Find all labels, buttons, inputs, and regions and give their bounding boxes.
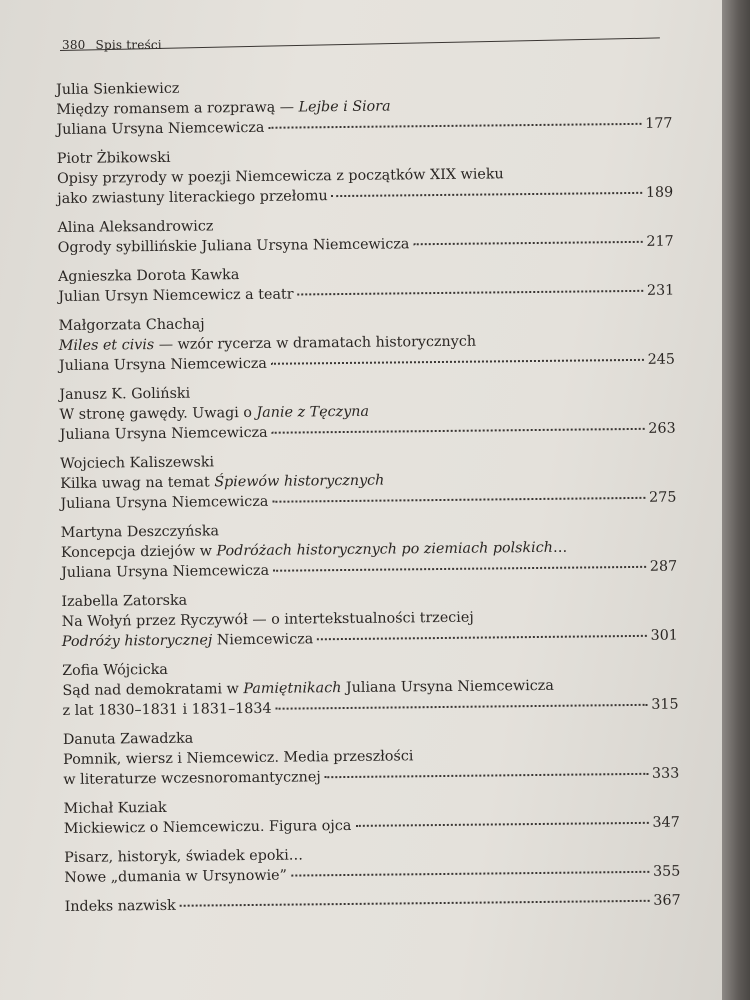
toc-author: Michał Kuziak xyxy=(63,799,167,817)
toc-title-segment: Niemcewicza xyxy=(212,631,314,649)
toc-title-italic: Miles et civis xyxy=(58,336,155,354)
toc-title-segment: Nowe „dumania w Ursynowie” xyxy=(64,867,287,886)
toc-author: Janusz K. Goliński xyxy=(59,385,191,403)
toc-entry xyxy=(62,655,679,721)
toc-title-segment: Pomnik, wiersz i Niemcewicz. Media przeszłości xyxy=(63,748,414,768)
dot-leader xyxy=(291,871,649,877)
toc-page-number: 347 xyxy=(652,814,680,831)
dot-leader xyxy=(332,192,642,197)
toc-title-segment: Juliana Ursyna Niemcewicza xyxy=(59,424,268,443)
toc-title-text xyxy=(64,816,352,839)
toc-author: Agnieszka Dorota Kawka xyxy=(57,267,240,285)
toc-page-number: 333 xyxy=(651,765,680,782)
toc-title-segment: Indeks nazwisk xyxy=(64,897,176,915)
toc-title-segment: Juliana Ursyna Niemcewicza xyxy=(58,355,267,374)
page-edge xyxy=(722,0,750,1000)
toc-title-text xyxy=(60,492,268,514)
toc-entry xyxy=(64,793,680,839)
toc-title-italic: Śpiewów historycznych xyxy=(214,472,385,491)
dot-leader xyxy=(268,123,641,129)
toc-page-number: 301 xyxy=(650,627,678,644)
toc-title-italic: Janie z Tęczyna xyxy=(256,403,370,421)
toc-title-segment: … xyxy=(552,539,568,556)
toc-title-text xyxy=(59,402,369,425)
toc-title-segment: w literaturze wczesnoromantycznej xyxy=(63,769,321,788)
dot-leader xyxy=(180,900,650,907)
dot-leader xyxy=(325,773,648,778)
toc-page-number: 217 xyxy=(646,233,674,250)
toc-title-segment: Kilka uwag na temat xyxy=(60,474,215,492)
toc-title-text xyxy=(62,629,314,652)
dot-leader xyxy=(413,241,642,245)
toc-title-italic: Lejbe i Siora xyxy=(298,98,391,116)
toc-page-number: 315 xyxy=(651,696,679,713)
toc-title-text xyxy=(56,118,264,140)
toc-title-text xyxy=(61,561,269,583)
toc-page-number: 367 xyxy=(653,892,681,909)
toc-title-segment: Julian Ursyn Niemcewicz a teatr xyxy=(58,286,294,305)
toc-title-segment: Sąd nad demokratami w xyxy=(62,681,244,699)
toc-title-text xyxy=(63,699,272,721)
toc-entry xyxy=(61,517,678,583)
dot-leader xyxy=(297,290,642,296)
toc-author: Zofia Wójcicka xyxy=(62,661,168,679)
toc-entry xyxy=(58,261,674,307)
toc-title-segment: Juliana Ursyna Niemcewicza xyxy=(60,493,269,512)
toc-author: Wojciech Kaliszewski xyxy=(59,454,215,472)
toc-author: Małgorzata Chachaj xyxy=(58,316,205,334)
toc-title-text xyxy=(58,234,410,258)
toc-title-segment: Między romansem a rozprawą — xyxy=(56,99,299,118)
toc-title-segment: W stronę gawędy. Uwagi o xyxy=(59,404,257,423)
toc-page-number: 231 xyxy=(646,282,675,299)
toc-page-number: 275 xyxy=(649,489,677,506)
toc-page-number: 245 xyxy=(647,351,676,368)
toc-entry xyxy=(57,212,673,258)
toc-title-segment: Koncepcja dziejów w xyxy=(60,543,217,561)
toc-page-number: 263 xyxy=(648,420,676,437)
toc-author: Alina Aleksandrowicz xyxy=(57,218,214,236)
toc-title-text xyxy=(57,186,328,209)
toc-title-segment: Ogrody sybillińskie Juliana Ursyna Niemcewicza xyxy=(57,236,410,256)
toc-title-segment: Juliana Ursyna Niemcewicza xyxy=(61,562,270,581)
toc-title-text xyxy=(63,746,413,770)
toc-title-text xyxy=(58,285,293,307)
toc-entry xyxy=(56,74,673,140)
toc-entry xyxy=(61,586,678,652)
toc-title-segment: — wzór rycerza w dramatach historycznych xyxy=(154,333,477,353)
toc-title-text xyxy=(59,354,267,376)
toc-title-segment: Pisarz, historyk, świadek epoki… xyxy=(64,847,304,866)
toc-entry xyxy=(59,379,676,445)
toc-author: Piotr Żbikowski xyxy=(56,149,171,167)
toc-title-text xyxy=(64,866,287,888)
toc-entry xyxy=(65,891,681,917)
toc-title-text xyxy=(63,767,321,790)
dot-leader xyxy=(272,428,645,434)
toc-title-text xyxy=(56,96,391,119)
toc-title-text xyxy=(60,423,268,445)
toc-page-number: 177 xyxy=(645,115,673,132)
toc-title-segment: z lat 1830–1831 i 1831–1834 xyxy=(62,700,272,719)
toc-title-segment: Na Wołyń przez Ryczywół — o intertekstualności trzeciej xyxy=(61,609,474,630)
toc-title-segment: Juliana Ursyna Niemcewicza xyxy=(341,677,554,697)
toc-title-segment: Opisy przyrody w poezji Niemcewicza z początków XIX wieku xyxy=(56,166,504,187)
dot-leader xyxy=(271,359,644,365)
toc-author: Izabella Zatorska xyxy=(61,592,188,610)
toc-title-segment: jako zwiastuny literackiego przełomu xyxy=(57,188,328,207)
dot-leader xyxy=(273,566,646,572)
toc-title-text xyxy=(65,896,176,917)
toc-entry xyxy=(57,143,674,209)
toc-author: Martyna Deszczyńska xyxy=(60,523,220,541)
toc-author: Julia Sienkiewicz xyxy=(56,80,180,98)
toc-page-number: 287 xyxy=(649,558,678,575)
dot-leader xyxy=(355,822,648,827)
toc-title-line xyxy=(65,891,681,917)
toc-title-segment: Mickiewicz o Niemcewiczu. Figura ojca xyxy=(63,817,352,837)
toc-entry xyxy=(63,724,680,790)
toc-title-italic: Podróży historycznej xyxy=(61,632,213,650)
toc-title-italic: Podróżach historycznych po ziemiach polskich xyxy=(216,539,554,560)
toc-title-text xyxy=(60,471,384,494)
toc-page-number: 189 xyxy=(645,184,674,201)
toc-page-number: 355 xyxy=(652,863,681,880)
toc-entry xyxy=(64,842,680,888)
toc-title-segment: Juliana Ursyna Niemcewicza xyxy=(56,119,265,138)
table-of-contents xyxy=(56,74,681,926)
dot-leader xyxy=(317,635,646,640)
toc-title-text xyxy=(64,845,303,868)
toc-entry xyxy=(58,310,675,376)
toc-entry xyxy=(60,448,677,514)
dot-leader xyxy=(272,497,645,503)
dot-leader xyxy=(276,704,648,710)
toc-author: Danuta Zawadzka xyxy=(62,730,194,748)
toc-title-italic: Pamiętnikach xyxy=(243,680,342,698)
header-page-number: 380 xyxy=(62,38,86,52)
header-title: Spis treści xyxy=(95,38,162,52)
